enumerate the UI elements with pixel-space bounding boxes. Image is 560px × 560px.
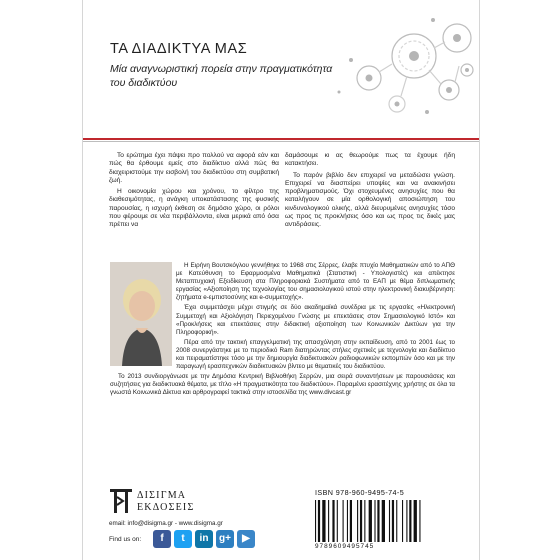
bio-paragraph: Το 2013 συνδιοργάνωσε με την Δημόσια Κεντρική Βιβλιοθήκη Σερρών, μια σειρά συναντήσεων με παρουσιάσεις και συζητήσεις για διαδικτυακά θέματα, με τίτλο «Η πραγματικότητα του διαδικτύου». Παραμένει ερασιτέχνης χρήστης σε όλα τα γνωστά Κοινωνικά Δίκτυα και αρθρογραφεί τακτικά στην ιστοσελίδα της www.divcast.gr <box>110 373 455 397</box>
author-bio <box>110 262 455 400</box>
bio-paragraph: Πέρα από την τακτική επαγγελματική της απασχόληση στην εκπαίδευση, από το 2001 έως το 2008 συνεργάστηκε με το περιοδικό Ram διατηρώντας στήλες σχετικές με τεχνολογία και διαδίκτυο και πειραματίστηκε τόσο με την δημιουργία διαδικτυακών ραδιοφωνικών εκπομπών όσο και με την παραγωγή ερασιτεχνικών διαδικτυακών βίντεο με θεματικές του διαδικτύου. <box>176 338 455 371</box>
blurb-paragraph: δαμάσουμε κι ας θεωρούμε πως τα έχουμε ήδη κατακτήσει. <box>285 152 455 168</box>
back-cover <box>82 0 480 560</box>
blurb-paragraph: Η οικονομία χώρου και χρόνου, το φίλτρο της διαθεσιμότητας, η ανάγκη υποκατάστασης της φυσικής παρουσίας, η ισχυρή έκθεση σε δημόσιο χώρο, οι ρόλοι που φέρουμε σε νέα περιβάλλοντα, είναι μερικά από όσα πρέπει να <box>109 188 279 229</box>
red-divider <box>83 138 479 140</box>
blurb-right-column <box>285 152 455 233</box>
blurb-left-column <box>109 152 279 233</box>
youtube-icon[interactable]: ▶ <box>237 530 255 548</box>
network-decoration-graphic <box>309 8 479 128</box>
blurb-paragraph: Το ερώτημα έχει πάψει προ πολλού να αφορά εάν και πώς θα έρθουμε εμείς στο διαδίκτυο αλλά πώς θα διαχειριστούμε την εισβολή του διαδικτύου στη συμβατική ζωή. <box>109 152 279 184</box>
book-subtitle: Μία αναγνωριστική πορεία στην πραγματικότητα του διαδικτύου <box>110 63 333 89</box>
google-plus-icon[interactable]: g+ <box>216 530 234 548</box>
barcode-icon <box>313 500 455 542</box>
linkedin-icon[interactable]: in <box>195 530 213 548</box>
publisher-mark-icon <box>109 488 133 514</box>
bio-paragraph: Η Ειρήνη Βουτσκόγλου γεννήθηκε το 1968 στις Σέρρες, έλαβε πτυχίο Μαθηματικών από το ΑΠΘ με Κατεύθυνση το Εφαρμοσμένα Μαθηματικά (Στατιστική - Υπολογιστές) και απέκτησε Μεταπτυχιακή Εξειδίκευση στα Πληροφοριακά Συστήματα από το ΕΑΠ με θέμα διπλωματικής εργασίας «Αξιοποίηση της τεχνολογίας του σημασιολογικού ιστού στην ηλεκτρονική διακυβέρνηση: ζητήματα e-εμπιστοσύνης και e-συμμετοχής». <box>176 262 455 302</box>
bio-paragraph: Έχει συμμετάσχει μέχρι στιγμής σε δύο ακαδημαϊκά συνέδρια με τις εργασίες «Ηλεκτρονική Συμμετοχή και Αξιολόγηση Περιεχομένου Γνώσης με επεκτάσεις στον Σημασιολογικό Ιστό» και «Προκλήσεις και επεκτάσεις στην διδακτική αξιοποίηση των Κοινωνικών Δικτύων για την Πληροφορική». <box>176 304 455 336</box>
isbn-text: ISBN 978-960-9495-74-5 <box>315 488 405 497</box>
facebook-icon[interactable]: f <box>153 530 171 548</box>
blurb-paragraph: Το παρόν βιβλίο δεν επιχειρεί να μεταδώσει γνώση. Επιχειρεί να διασπείρει υποψίες και να ανακινήσει προβληματισμούς. Όχι στοχευμένες ανησυχίες που θα καταλήγουν σε μία ορθολογική αποσιώπηση του κινδυνολογικού ολικής, αλλά διευρυμένες ανησυχίες τόσο ως προς τις προκλήσεις όσο και ως προς τις δικές μας αντιδράσεις. <box>285 171 455 229</box>
twitter-icon[interactable]: t <box>174 530 192 548</box>
book-title: ΤΑ ΔΙΑΔΙΚΤΥΑ ΜΑΣ <box>110 41 248 57</box>
find-us-label: Find us on: <box>109 536 142 543</box>
publisher-contact: email: info@disigma.gr - www.disigma.gr <box>109 520 223 527</box>
barcode-digits: 9789609495745 <box>315 543 375 550</box>
publisher-name: ΔΙΣΙΓΜΑ <box>137 490 187 501</box>
publisher-name-subtitle: ΕΚΔΟΣΕΙΣ <box>137 502 195 513</box>
gray-divider <box>83 141 479 142</box>
